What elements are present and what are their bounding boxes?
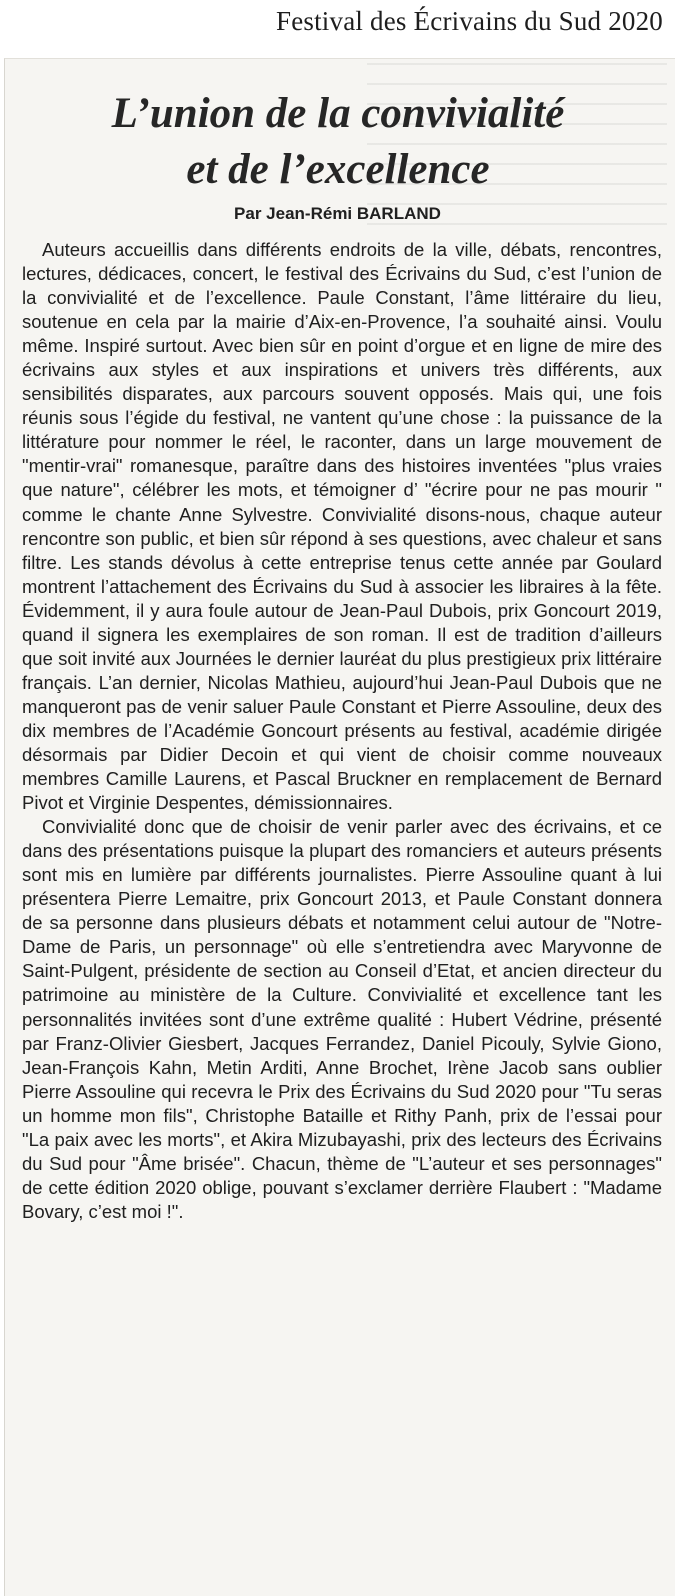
article-headline [8, 86, 668, 198]
festival-header-title: Festival des Écrivains du Sud 2020 [275, 6, 663, 36]
article-body [22, 238, 662, 1224]
article-paragraph-1: Auteurs accueillis dans différents endroits de la ville, débats, rencontres, lectures, dédicaces, concert, le festival des Écrivains du Sud, c’est l’union de la convivialité et de l’excellence. Paule Constant, l’âme littéraire du lieu, soutenue en cela par la mairie d’Aix-en-Provence, l’a souhaité ainsi. Voulu même. Inspiré surtout. Avec bien sûr en point d’orgue et en ligne de mire des écrivains aux styles et aux inspirations et univers très différents, aux sensibilités disparates, aux parcours souvent opposés. Mais qui, une fois réunis sous l’égide du festival, ne vantent qu’une chose : la puissance de la littérature pour nommer le réel, le raconter, dans un large mouvement de "mentir-vrai" romanesque, paraître dans des histoires inventées "plus vraies que nature", célébrer les mots, et témoigner d’ "écrire pour ne pas mourir " comme le chante Anne Sylvestre. Convivialité disons-nous, chaque auteur rencontre son public, et bien sûr répond à ses questions, avec chaleur et sans filtre. Les stands dévolus à cette entreprise tenus cette année par Goulard montrent l’attachement des Écrivains du Sud à associer les libraires à la fête. Évidemment, il y aura foule autour de Jean-Paul Dubois, prix Goncourt 2019, quand il signera les exemplaires de son roman. Il est de tradition d’ailleurs que soit invité aux Journées le dernier lauréat du plus prestigieux prix littéraire français. L’an dernier, Nicolas Mathieu, aujourd’hui Jean-Paul Dubois que ne manqueront pas de venir saluer Paule Constant et Pierre Assouline, deux des dix membres de l’Académie Goncourt présents au festival, académie dirigée désormais par Didier Decoin et qui vient de choisir comme nouveaux membres Camille Laurens, et Pascal Bruckner en remplacement de Bernard Pivot et Virginie Despentes, démissionnaires. [22, 239, 662, 814]
article-paragraph-2: Convivialité donc que de choisir de venir parler avec des écrivains, et ce dans des présentations puisque la plupart des romanciers et auteurs présents sont mis en lumière par différents journalistes. Pierre Assouline quant à lui présentera Pierre Lemaitre, prix Goncourt 2013, et Paule Constant donnera de sa personne dans plusieurs débats et notamment celui autour de "Notre-Dame de Paris, un personnage" où elle s’entretiendra avec Maryvonne de Saint-Pulgent, présidente de section au Conseil d’Etat, et ancien directeur du patrimoine au ministère de la Culture. Convivialité et excellence tant les personnalités invitées sont d’une extrême qualité : Hubert Védrine, présenté par Franz-Olivier Giesbert, Jacques Ferrandez, Daniel Picouly, Sylvie Giono, Jean-François Kahn, Metin Arditi, Anne Brochet, Irène Jacob sans oublier Pierre Assouline qui recevra le Prix des Écrivains du Sud 2020 pour "Tu seras un homme mon fils", Christophe Bataille et Rithy Panh, prix de l’essai pour "La paix avec les morts", et Akira Mizubayashi, prix des lecteurs des Écrivains du Sud pour "Âme brisée". Chacun, thème de "L’auteur et ses personnages" de cette édition 2020 oblige, pouvant s’exclamer derrière Flaubert : "Madame Bovary, c’est moi !". [22, 816, 662, 1222]
headline-line-1: L’union de la convivialité [111, 90, 565, 137]
article-byline: Par Jean-Rémi BARLAND [234, 204, 441, 223]
headline-line-2: et de l’excellence [186, 146, 490, 193]
